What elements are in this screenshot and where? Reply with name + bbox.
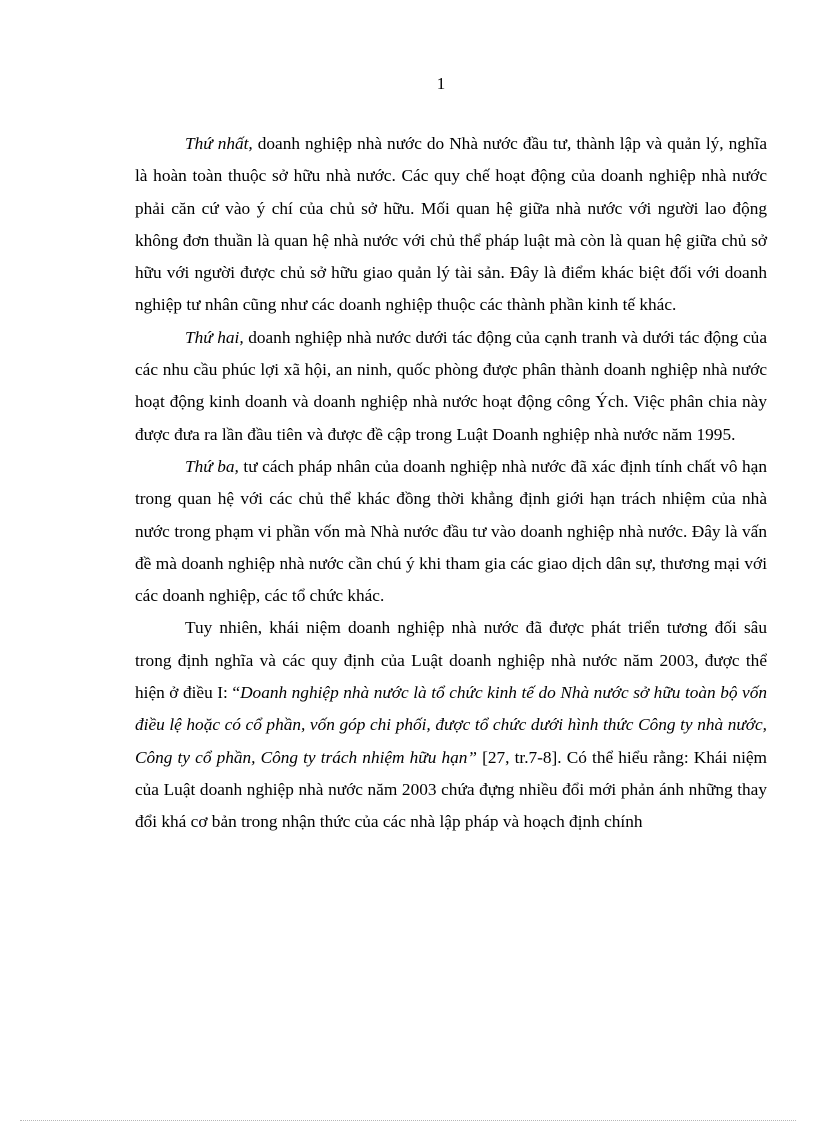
page-number: 1 bbox=[436, 74, 446, 93]
paragraph-lead-italic: Thứ ba, bbox=[185, 456, 239, 476]
paragraph-text: tư cách pháp nhân của doanh nghiệp nhà nước đã xác định tính chất vô hạn trong quan hệ với các chủ thể khác đồng thời khẳng định giới hạn trách nhiệm của nhà nước trong phạm vi phần vốn mà Nhà nước đầu tư vào doanh nghiệp nhà nước. Đây là vấn đề mà doanh nghiệp nhà nước cần chú ý khi tham gia các giao dịch dân sự, thương mại với các doanh nghiệp, các tổ chức khác. bbox=[135, 456, 767, 606]
paragraph-third-point bbox=[135, 451, 767, 612]
paragraph-lead-italic: Thứ hai, bbox=[185, 327, 244, 347]
paragraph-text: doanh nghiệp nhà nước do Nhà nước đầu tư, thành lập và quản lý, nghĩa là hoàn toàn thuộc sở hữu nhà nước. Các quy chế hoạt động của doanh nghiệp nhà nước phải căn cứ vào ý chí của chủ sở hữu. Mối quan hệ giữa nhà nước với người lao động không đơn thuần là quan hệ nhà nước với chủ thể pháp luật mà còn là quan hệ giữa chủ sở hữu với người được chủ sở hữu giao quản lý tài sản. Đây là điểm khác biệt đối với doanh nghiệp tư nhân cũng như các doanh nghiệp thuộc các thành phần kinh tế khác. bbox=[135, 134, 767, 315]
legal-definition-quote: Doanh nghiệp nhà nước là tổ chức kinh tế do Nhà nước sở hữu toàn bộ vốn điều lệ hoặc có cổ phần, vốn góp chi phối, được tổ chức dưới hình thức Công ty nhà nước, Công ty cổ phần, Công ty trách nhiệm hữu hạn” bbox=[135, 683, 767, 767]
page-bottom-dotted-rule bbox=[20, 1120, 796, 1121]
paragraph-lead-italic: Thứ nhất, bbox=[185, 134, 253, 153]
paragraph-text: Tuy nhiên, khái niệm doanh nghiệp nhà nước đã được phát triển tương đối sâu trong định nghĩa và các quy định của Luật doanh nghiệp nhà nước năm 2003, được thể hiện ở điều I: “ bbox=[135, 618, 767, 703]
document-body bbox=[135, 128, 767, 839]
paragraph-text: doanh nghiệp nhà nước dưới tác động của cạnh tranh và dưới tác động của các nhu cầu phúc lợi xã hội, an ninh, quốc phòng được phân thành doanh nghiệp nhà nước hoạt động kinh doanh và doanh nghiệp nhà nước hoạt động công Ých. Việc phân chia này được đưa ra lần đầu tiên và được đề cập trong Luật Doanh nghiệp nhà nước năm 1995. bbox=[135, 327, 767, 444]
paragraph-first-point bbox=[135, 128, 767, 322]
paragraph-second-point bbox=[135, 322, 767, 451]
paragraph-text: [27, tr.7-8]. Có thể hiểu rằng: Khái niệm của Luật doanh nghiệp nhà nước năm 2003 chứa đựng nhiều đổi mới phản ánh những thay đổi khá cơ bản trong nhận thức của các nhà lập pháp và hoạch định chính bbox=[135, 747, 767, 832]
paragraph-definition bbox=[135, 612, 767, 838]
